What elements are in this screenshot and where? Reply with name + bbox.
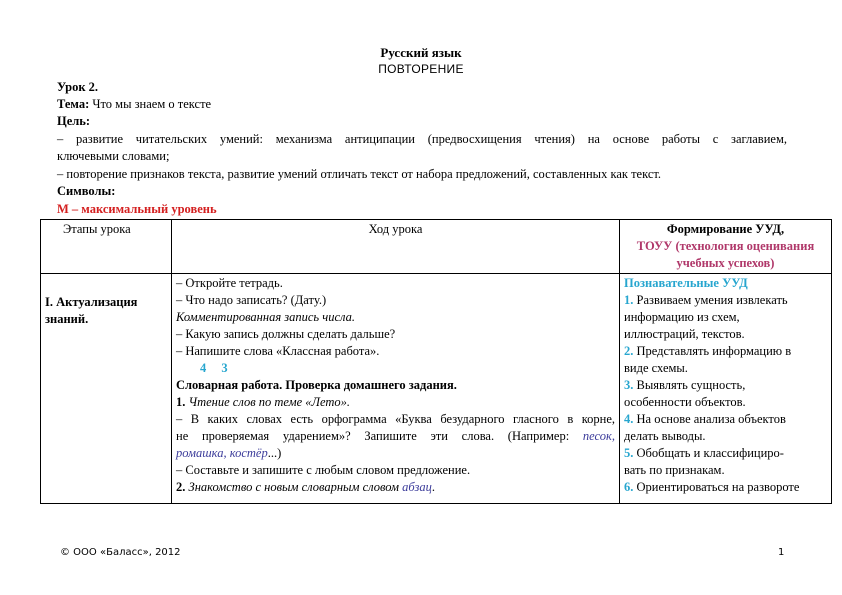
lesson-table	[40, 219, 832, 504]
course-line: – Составьте и запишите с любым словом предложение.	[176, 463, 471, 477]
uud-item-cont: иллюстраций, текстов.	[624, 327, 745, 341]
new-word: абзац	[402, 480, 432, 494]
goal-item-1b: ключевыми словами;	[57, 149, 170, 163]
lesson-number: Урок 2.	[57, 80, 99, 94]
course-line: – Откройте тетрадь.	[176, 276, 283, 290]
example-words: песок,	[582, 429, 615, 443]
document-subject: Русский язык	[380, 45, 462, 60]
course-line: – Что надо записать? (Дату.)	[176, 293, 327, 307]
course-line: Словарная работа. Проверка домашнего задания.	[176, 378, 457, 392]
course-line: не проверяемая ударением»? Запишите эти слова. (Например: песок,	[176, 429, 615, 443]
uud-item: 5. Обобщать и классифициро-	[624, 446, 784, 460]
uud-cell	[620, 274, 832, 504]
table-row	[41, 274, 832, 504]
course-line: 2. Знакомство с новым словарным словом абзац.	[176, 480, 436, 494]
document-topic: ПОВТОРЕНИЕ	[378, 62, 464, 76]
stage-title: I. Актуализация знаний.	[45, 295, 138, 326]
uud-title: Познавательные УУД	[624, 276, 748, 290]
header-uud-sub: ТОУУ (технология оценивания учебных успехов)	[636, 239, 815, 270]
uud-item-cont: особенности объектов.	[624, 395, 746, 409]
symbols-markers: 4 3	[200, 361, 234, 375]
goal-item-2: – повторение признаков текста, развитие умений отличать текст от набора предложений, составленных как текст.	[57, 167, 662, 181]
uud-item: 4. На основе анализа объектов	[624, 412, 786, 426]
course-line: ромашка, костёр...)	[176, 446, 282, 460]
goal-item-1a: – развитие читательских умений: механизма антиципации (предвосхищения чтения) на основе работы с заглавием,	[57, 132, 787, 146]
uud-item-cont: делать выводы.	[624, 429, 706, 443]
page-number: 1	[778, 547, 785, 558]
uud-item: 2. Представлять информацию в	[624, 344, 792, 358]
course-cell	[172, 274, 620, 504]
header-uud	[620, 220, 832, 274]
uud-item: 1. Развиваем умения извлекать	[624, 293, 788, 307]
course-line: 1. Чтение слов по теме «Лето».	[176, 395, 351, 409]
header-stages: Этапы урока	[41, 220, 172, 274]
course-line: – Какую запись должны сделать дальше?	[176, 327, 396, 341]
course-line: – В каких словах есть орфограмма «Буква безударного гласного в корне,	[176, 412, 615, 426]
header-uud-title: Формирование УУД,	[666, 222, 785, 236]
goal-label: Цель:	[57, 114, 91, 128]
footer-copyright: © ООО «Баласс», 2012	[60, 547, 181, 558]
lesson-theme	[57, 96, 787, 113]
uud-item-cont: информацию из схем,	[624, 310, 740, 324]
theme-value: Что мы знаем о тексте	[92, 97, 212, 111]
uud-item: 6. Ориентироваться на развороте	[624, 480, 800, 494]
symbols-label: Символы:	[57, 184, 116, 198]
course-line: – Напишите слова «Классная работа».	[176, 344, 380, 358]
course-line: Комментированная запись числа.	[176, 310, 355, 324]
header-course: Ход урока	[172, 220, 620, 274]
table-header-row	[41, 220, 832, 274]
theme-label: Тема:	[57, 97, 90, 111]
uud-item-cont: вать по признакам.	[624, 463, 725, 477]
max-level-note: М – максимальный уровень	[57, 202, 217, 216]
uud-item-cont: виде схемы.	[624, 361, 688, 375]
example-words: ромашка, костёр	[176, 446, 268, 460]
uud-item: 3. Выявлять сущность,	[624, 378, 746, 392]
stage-cell	[41, 274, 172, 504]
